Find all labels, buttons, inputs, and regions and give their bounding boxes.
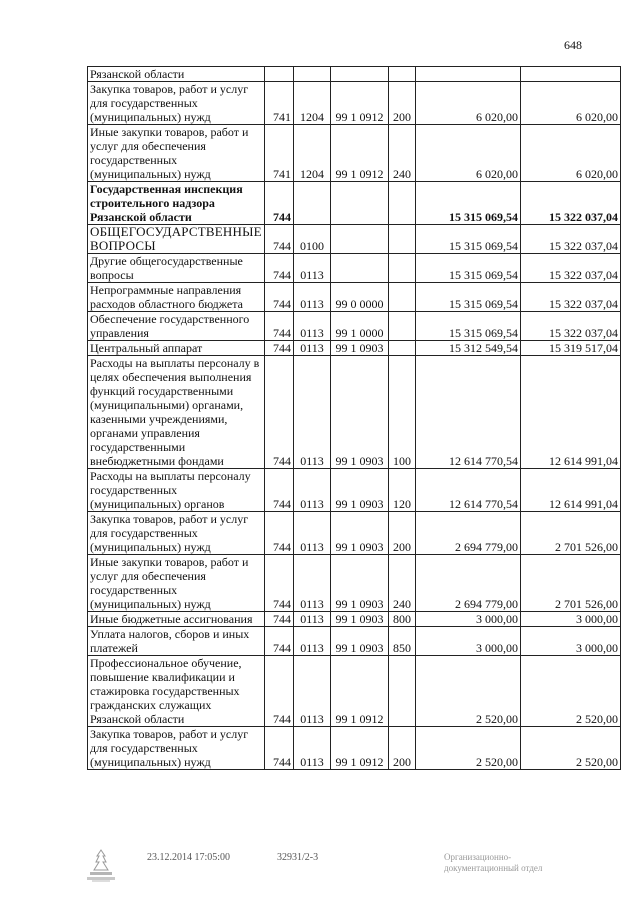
cell-amount-year-1 — [416, 67, 521, 82]
table-row — [88, 656, 621, 727]
cell-target-article — [331, 67, 389, 82]
table-row — [88, 727, 621, 770]
cell-target-article: 99 1 0912 — [331, 125, 389, 182]
cell-admin-code: 741 — [265, 125, 294, 182]
cell-expense-type — [389, 182, 416, 225]
cell-section-code: 0113 — [294, 627, 331, 656]
cell-name: Уплата налогов, сборов и иных платежей — [88, 627, 265, 656]
cell-target-article: 99 1 0912 — [331, 656, 389, 727]
cell-name: ОБЩЕГОСУДАРСТВЕННЫЕ ВОПРОСЫ — [88, 225, 265, 254]
cell-name: Непрограммные направления расходов областного бюджета — [88, 283, 265, 312]
cell-expense-type: 240 — [389, 555, 416, 612]
cell-amount-year-2: 15 322 037,04 — [521, 225, 621, 254]
cell-expense-type — [389, 225, 416, 254]
cell-amount-year-2: 15 322 037,04 — [521, 254, 621, 283]
cell-expense-type — [389, 254, 416, 283]
cell-name: Закупка товаров, работ и услуг для государственных (муниципальных) нужд — [88, 512, 265, 555]
cell-name: Иные бюджетные ассигнования — [88, 612, 265, 627]
cell-name: Центральный аппарат — [88, 341, 265, 356]
footer-timestamp: 23.12.2014 17:05:00 — [147, 852, 231, 863]
cell-amount-year-1: 15 315 069,54 — [416, 312, 521, 341]
table-row — [88, 125, 621, 182]
cell-target-article: 99 1 0903 — [331, 356, 389, 469]
cell-target-article: 99 0 0000 — [331, 283, 389, 312]
cell-amount-year-2: 2 520,00 — [521, 656, 621, 727]
cell-amount-year-1: 15 312 549,54 — [416, 341, 521, 356]
cell-name: Закупка товаров, работ и услуг для государственных (муниципальных) нужд — [88, 82, 265, 125]
table-body — [88, 67, 621, 770]
table-row — [88, 283, 621, 312]
cell-admin-code: 744 — [265, 312, 294, 341]
table-row — [88, 225, 621, 254]
cell-admin-code: 744 — [265, 627, 294, 656]
cell-section-code: 0113 — [294, 312, 331, 341]
table-row — [88, 341, 621, 356]
cell-name: Расходы на выплаты персоналу в целях обеспечения выполнения функций государственными (муниципальными) органами, казенными учреждениями, органами управления государственными внебюджетными фондами — [88, 356, 265, 469]
cell-admin-code: 744 — [265, 555, 294, 612]
cell-amount-year-2 — [521, 67, 621, 82]
cell-admin-code: 744 — [265, 283, 294, 312]
cell-amount-year-1: 3 000,00 — [416, 612, 521, 627]
table-row — [88, 612, 621, 627]
cell-section-code: 0113 — [294, 283, 331, 312]
cell-amount-year-1: 12 614 770,54 — [416, 469, 521, 512]
cell-section-code: 0113 — [294, 254, 331, 283]
cell-target-article — [331, 182, 389, 225]
cell-amount-year-2: 2 701 526,00 — [521, 512, 621, 555]
table-row — [88, 356, 621, 469]
cell-amount-year-1: 3 000,00 — [416, 627, 521, 656]
cell-amount-year-1: 2 520,00 — [416, 656, 521, 727]
cell-expense-type: 800 — [389, 612, 416, 627]
footer-registration-number: 32931/2-3 — [277, 852, 319, 863]
cell-section-code: 0100 — [294, 225, 331, 254]
cell-admin-code: 744 — [265, 182, 294, 225]
cell-name: Обеспечение государственного управления — [88, 312, 265, 341]
cell-expense-type: 850 — [389, 627, 416, 656]
cell-section-code: 0113 — [294, 341, 331, 356]
cell-amount-year-2: 6 020,00 — [521, 125, 621, 182]
cell-admin-code: 744 — [265, 612, 294, 627]
table-row — [88, 312, 621, 341]
cell-section-code: 0113 — [294, 469, 331, 512]
cell-expense-type — [389, 67, 416, 82]
cell-name: Другие общегосударственные вопросы — [88, 254, 265, 283]
cell-target-article — [331, 254, 389, 283]
cell-admin-code: 744 — [265, 225, 294, 254]
cell-amount-year-1: 2 694 779,00 — [416, 512, 521, 555]
cell-amount-year-2: 15 322 037,04 — [521, 182, 621, 225]
coat-of-arms-icon — [84, 848, 118, 884]
cell-target-article: 99 1 0903 — [331, 627, 389, 656]
cell-amount-year-1: 2 520,00 — [416, 727, 521, 770]
cell-amount-year-2: 3 000,00 — [521, 627, 621, 656]
cell-amount-year-2: 15 322 037,04 — [521, 283, 621, 312]
cell-name: Расходы на выплаты персоналу государственных (муниципальных) органов — [88, 469, 265, 512]
cell-expense-type: 240 — [389, 125, 416, 182]
cell-expense-type: 200 — [389, 512, 416, 555]
cell-expense-type: 120 — [389, 469, 416, 512]
table-row — [88, 82, 621, 125]
table-row — [88, 627, 621, 656]
cell-amount-year-2: 6 020,00 — [521, 82, 621, 125]
cell-admin-code: 744 — [265, 656, 294, 727]
cell-amount-year-2: 12 614 991,04 — [521, 356, 621, 469]
table-row — [88, 469, 621, 512]
cell-target-article: 99 1 0903 — [331, 612, 389, 627]
cell-name: Иные закупки товаров, работ и услуг для обеспечения государственных (муниципальных) нужд — [88, 125, 265, 182]
cell-amount-year-1: 6 020,00 — [416, 82, 521, 125]
cell-target-article: 99 1 0903 — [331, 512, 389, 555]
cell-expense-type — [389, 283, 416, 312]
cell-name: Закупка товаров, работ и услуг для государственных (муниципальных) нужд — [88, 727, 265, 770]
cell-amount-year-1: 12 614 770,54 — [416, 356, 521, 469]
cell-amount-year-2: 2 701 526,00 — [521, 555, 621, 612]
cell-amount-year-1: 6 020,00 — [416, 125, 521, 182]
cell-amount-year-1: 15 315 069,54 — [416, 283, 521, 312]
cell-section-code: 0113 — [294, 555, 331, 612]
table-row — [88, 67, 621, 82]
cell-amount-year-2: 15 319 517,04 — [521, 341, 621, 356]
cell-amount-year-2: 15 322 037,04 — [521, 312, 621, 341]
cell-section-code: 0113 — [294, 356, 331, 469]
cell-name: Государственная инспекция строительного надзора Рязанской области — [88, 182, 265, 225]
cell-amount-year-1: 15 315 069,54 — [416, 182, 521, 225]
cell-target-article — [331, 225, 389, 254]
cell-section-code: 0113 — [294, 612, 331, 627]
cell-name: Рязанской области — [88, 67, 265, 82]
cell-amount-year-1: 15 315 069,54 — [416, 225, 521, 254]
cell-amount-year-1: 2 694 779,00 — [416, 555, 521, 612]
table-row — [88, 182, 621, 225]
cell-amount-year-2: 12 614 991,04 — [521, 469, 621, 512]
cell-admin-code: 744 — [265, 341, 294, 356]
cell-section-code: 0113 — [294, 727, 331, 770]
cell-expense-type: 200 — [389, 727, 416, 770]
table-row — [88, 555, 621, 612]
cell-admin-code: 744 — [265, 254, 294, 283]
cell-admin-code: 744 — [265, 512, 294, 555]
cell-section-code — [294, 182, 331, 225]
cell-target-article: 99 1 0000 — [331, 312, 389, 341]
cell-amount-year-2: 2 520,00 — [521, 727, 621, 770]
table-row — [88, 512, 621, 555]
cell-admin-code: 741 — [265, 82, 294, 125]
cell-admin-code: 744 — [265, 727, 294, 770]
cell-section-code: 0113 — [294, 656, 331, 727]
cell-section-code: 1204 — [294, 82, 331, 125]
page-number: 648 — [564, 38, 582, 52]
cell-amount-year-1: 15 315 069,54 — [416, 254, 521, 283]
department-stamp: Организационно-документационный отдел — [444, 852, 543, 873]
cell-target-article: 99 1 0903 — [331, 555, 389, 612]
cell-amount-year-2: 3 000,00 — [521, 612, 621, 627]
cell-expense-type: 200 — [389, 82, 416, 125]
cell-expense-type: 100 — [389, 356, 416, 469]
cell-target-article: 99 1 0912 — [331, 82, 389, 125]
cell-expense-type — [389, 656, 416, 727]
cell-admin-code — [265, 67, 294, 82]
cell-expense-type — [389, 341, 416, 356]
cell-target-article: 99 1 0903 — [331, 469, 389, 512]
budget-table — [87, 66, 621, 770]
cell-target-article: 99 1 0912 — [331, 727, 389, 770]
cell-admin-code: 744 — [265, 356, 294, 469]
table-row — [88, 254, 621, 283]
cell-section-code: 1204 — [294, 125, 331, 182]
cell-section-code: 0113 — [294, 512, 331, 555]
cell-expense-type — [389, 312, 416, 341]
cell-admin-code: 744 — [265, 469, 294, 512]
cell-name: Профессиональное обучение, повышение квалификации и стажировка государственных гражданских служащих Рязанской области — [88, 656, 265, 727]
cell-name: Иные закупки товаров, работ и услуг для обеспечения государственных (муниципальных) нужд — [88, 555, 265, 612]
cell-section-code — [294, 67, 331, 82]
cell-target-article: 99 1 0903 — [331, 341, 389, 356]
